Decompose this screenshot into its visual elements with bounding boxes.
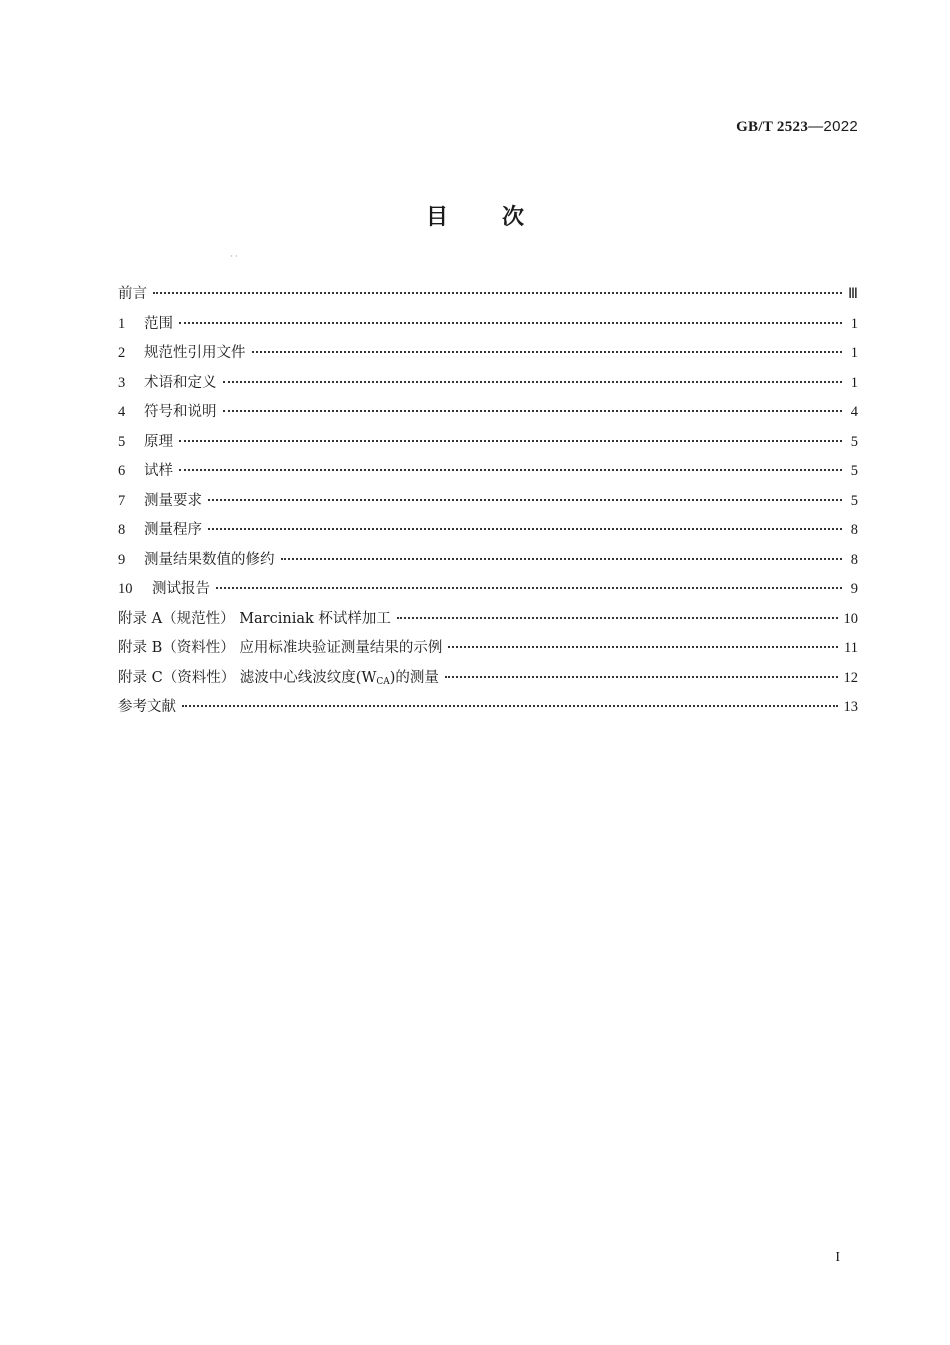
toc-entry-page: 1 bbox=[850, 315, 858, 332]
toc-entry-label: 测试报告 bbox=[152, 581, 210, 597]
toc-entry-label: 测量结果数值的修约 bbox=[144, 551, 275, 568]
toc-entry-label: 附录 B（资料性） 应用标准块验证测量结果的示例 bbox=[118, 640, 443, 656]
toc-entry-label: 符号和说明 bbox=[144, 404, 217, 420]
toc-entry-number: 8 bbox=[118, 522, 126, 538]
toc-dot-leader bbox=[216, 587, 842, 589]
toc-entry-1[interactable] bbox=[118, 312, 858, 342]
toc-entry-page: 5 bbox=[850, 492, 858, 509]
toc-entry-3[interactable] bbox=[118, 371, 858, 401]
toc-entry-number: 2 bbox=[118, 345, 126, 361]
standard-code: GB/T 2523 bbox=[736, 119, 809, 135]
toc-entry-number: 1 bbox=[118, 315, 126, 332]
toc-entry-page: 12 bbox=[843, 669, 858, 686]
scan-specks: · · bbox=[230, 252, 238, 261]
toc-entry-page: 9 bbox=[850, 581, 858, 597]
toc-entry-label: 试样 bbox=[144, 463, 173, 479]
toc-entry-number: 7 bbox=[118, 492, 126, 509]
toc-entry-page: 1 bbox=[850, 374, 858, 391]
page-number: I bbox=[835, 1250, 840, 1265]
toc-dot-leader bbox=[179, 322, 842, 324]
toc-entry-5[interactable] bbox=[118, 430, 858, 460]
toc-entry-label: 原理 bbox=[144, 433, 173, 450]
toc-entry-page: 4 bbox=[850, 404, 858, 420]
toc-entry-label-tail: )的测量 bbox=[389, 669, 439, 686]
toc-entry-number: 3 bbox=[118, 374, 126, 391]
toc-dot-leader bbox=[179, 440, 842, 442]
toc-entry-4[interactable] bbox=[118, 400, 858, 430]
toc-entry-page: 13 bbox=[843, 699, 858, 715]
standard-number bbox=[736, 118, 858, 136]
toc-entry-page: 8 bbox=[850, 522, 858, 538]
toc-entry-page: 8 bbox=[850, 551, 858, 568]
standard-year: —2022 bbox=[808, 118, 858, 135]
toc-entry-label: 测量程序 bbox=[144, 522, 202, 538]
toc-entry-label: 附录 A（规范性） Marciniak 杯试样加工 bbox=[118, 610, 391, 627]
toc-dot-leader bbox=[179, 469, 842, 471]
toc-entry-foreword[interactable] bbox=[118, 282, 858, 312]
toc-entry-label bbox=[118, 666, 439, 687]
toc-entry-number: 5 bbox=[118, 433, 126, 450]
toc-dot-leader bbox=[445, 676, 838, 678]
toc-entry-page: 5 bbox=[850, 433, 858, 450]
toc-entry-page: 5 bbox=[850, 463, 858, 479]
toc-entry-page: 11 bbox=[844, 640, 858, 656]
toc-dot-leader bbox=[182, 705, 838, 707]
toc-dot-leader bbox=[281, 558, 843, 560]
toc-entry-page: Ⅲ bbox=[848, 286, 858, 302]
toc-entry-annex-c[interactable] bbox=[118, 666, 858, 696]
table-of-contents bbox=[118, 282, 858, 725]
toc-dot-leader bbox=[397, 617, 838, 619]
page-title: 目次 bbox=[425, 205, 578, 230]
toc-entry-number: 4 bbox=[118, 404, 126, 420]
toc-entry-label: 术语和定义 bbox=[144, 374, 217, 391]
toc-entry-number: 10 bbox=[118, 581, 133, 597]
toc-entry-7[interactable] bbox=[118, 489, 858, 519]
toc-entry-label: 前言 bbox=[118, 286, 147, 302]
toc-entry-9[interactable] bbox=[118, 548, 858, 578]
toc-entry-label: 测量要求 bbox=[144, 492, 202, 509]
toc-dot-leader bbox=[223, 410, 843, 412]
toc-entry-8[interactable] bbox=[118, 518, 858, 548]
toc-entry-page: 1 bbox=[850, 345, 858, 361]
toc-dot-leader bbox=[223, 381, 843, 383]
toc-dot-leader bbox=[252, 351, 843, 353]
toc-entry-page: 10 bbox=[843, 610, 858, 627]
toc-dot-leader bbox=[153, 292, 842, 294]
toc-entry-2[interactable] bbox=[118, 341, 858, 371]
toc-entry-label: 参考文献 bbox=[118, 699, 176, 715]
toc-entry-annex-b[interactable] bbox=[118, 636, 858, 666]
toc-entry-6[interactable] bbox=[118, 459, 858, 489]
toc-entry-number: 6 bbox=[118, 463, 126, 479]
toc-dot-leader bbox=[208, 499, 842, 501]
toc-entry-10[interactable] bbox=[118, 577, 858, 607]
toc-entry-label-main: 附录 C（资料性） 滤波中心线波纹度(W bbox=[118, 669, 377, 686]
toc-dot-leader bbox=[448, 646, 838, 648]
toc-entry-annex-a[interactable] bbox=[118, 607, 858, 637]
toc-dot-leader bbox=[208, 528, 842, 530]
toc-entry-label: 范围 bbox=[144, 315, 173, 332]
toc-entry-label: 规范性引用文件 bbox=[144, 345, 246, 361]
toc-entry-bibliography[interactable] bbox=[118, 695, 858, 725]
toc-entry-label-subscript: CA bbox=[376, 676, 390, 687]
toc-entry-number: 9 bbox=[118, 551, 126, 568]
